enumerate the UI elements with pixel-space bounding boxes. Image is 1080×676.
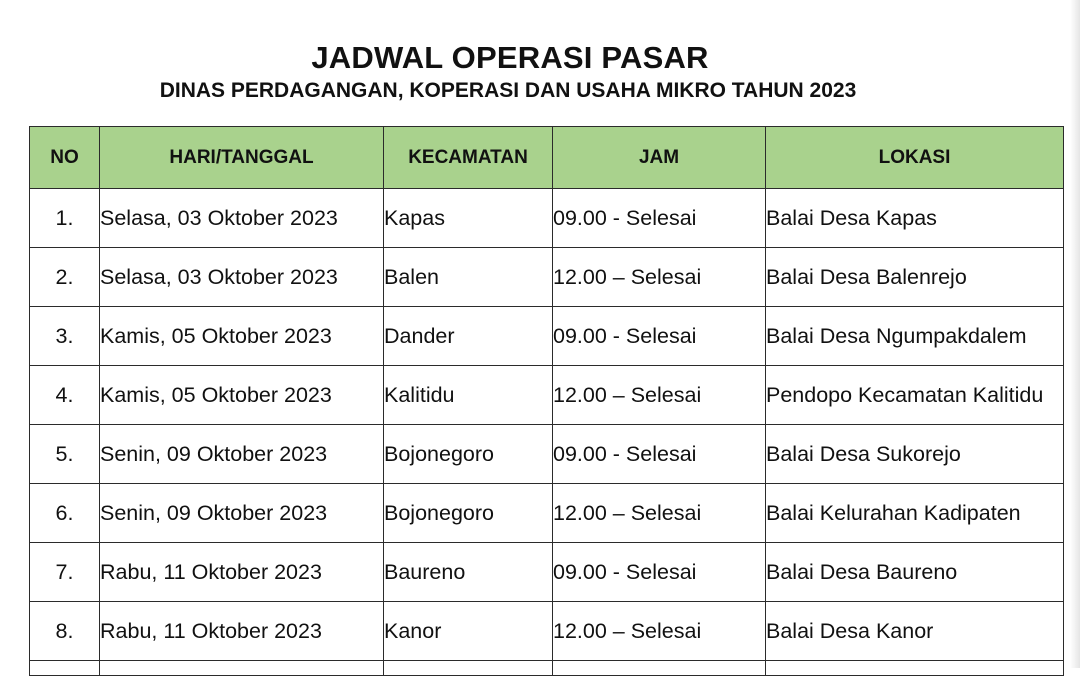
cell-no: 2. bbox=[30, 248, 100, 307]
table-row bbox=[30, 543, 1064, 602]
cell-empty bbox=[384, 661, 553, 676]
cell-empty bbox=[553, 661, 766, 676]
cell-district: Bojonegoro bbox=[384, 425, 553, 484]
cell-time: 09.00 - Selesai bbox=[553, 425, 766, 484]
header-date: HARI/TANGGAL bbox=[100, 127, 384, 189]
cell-no: 7. bbox=[30, 543, 100, 602]
cell-district: Kapas bbox=[384, 189, 553, 248]
document-subtitle: DINAS PERDAGANGAN, KOPERASI DAN USAHA MIKRO TAHUN 2023 bbox=[159, 79, 857, 102]
cell-date: Senin, 09 Oktober 2023 bbox=[100, 425, 384, 484]
header-location: LOKASI bbox=[766, 127, 1064, 189]
cell-empty bbox=[30, 661, 100, 676]
cell-time: 12.00 – Selesai bbox=[553, 602, 766, 661]
cell-date: Selasa, 03 Oktober 2023 bbox=[100, 248, 384, 307]
cell-location: Balai Desa Kanor bbox=[766, 602, 1064, 661]
header-no: NO bbox=[30, 127, 100, 189]
table-row bbox=[30, 602, 1064, 661]
cell-date: Senin, 09 Oktober 2023 bbox=[100, 484, 384, 543]
cell-date: Rabu, 11 Oktober 2023 bbox=[100, 602, 384, 661]
table-row bbox=[30, 484, 1064, 543]
cell-time: 09.00 - Selesai bbox=[553, 189, 766, 248]
cell-location: Balai Desa Sukorejo bbox=[766, 425, 1064, 484]
table-header-row bbox=[30, 127, 1064, 189]
cell-location: Balai Kelurahan Kadipaten bbox=[766, 484, 1064, 543]
header-time: JAM bbox=[553, 127, 766, 189]
cell-time: 12.00 – Selesai bbox=[553, 248, 766, 307]
cell-location: Balai Desa Balenrejo bbox=[766, 248, 1064, 307]
cell-time: 12.00 – Selesai bbox=[553, 484, 766, 543]
table-row bbox=[30, 248, 1064, 307]
table-row-cut-off bbox=[30, 661, 1064, 676]
cell-district: Kanor bbox=[384, 602, 553, 661]
cell-time: 12.00 – Selesai bbox=[553, 366, 766, 425]
cell-empty bbox=[766, 661, 1064, 676]
header-district: KECAMATAN bbox=[384, 127, 553, 189]
cell-location: Pendopo Kecamatan Kalitidu bbox=[766, 366, 1064, 425]
cell-no: 1. bbox=[30, 189, 100, 248]
cell-district: Dander bbox=[384, 307, 553, 366]
cell-date: Selasa, 03 Oktober 2023 bbox=[100, 189, 384, 248]
cell-no: 5. bbox=[30, 425, 100, 484]
cell-empty bbox=[100, 661, 384, 676]
table-row bbox=[30, 425, 1064, 484]
schedule-table bbox=[29, 126, 1064, 676]
table-row bbox=[30, 189, 1064, 248]
cell-time: 09.00 - Selesai bbox=[553, 543, 766, 602]
table-row bbox=[30, 307, 1064, 366]
cell-date: Kamis, 05 Oktober 2023 bbox=[100, 307, 384, 366]
document-title: JADWAL OPERASI PASAR bbox=[311, 40, 709, 75]
cell-no: 4. bbox=[30, 366, 100, 425]
page-edge-shadow bbox=[1070, 0, 1080, 668]
cell-district: Baureno bbox=[384, 543, 553, 602]
cell-time: 09.00 - Selesai bbox=[553, 307, 766, 366]
cell-date: Kamis, 05 Oktober 2023 bbox=[100, 366, 384, 425]
cell-district: Balen bbox=[384, 248, 553, 307]
cell-date: Rabu, 11 Oktober 2023 bbox=[100, 543, 384, 602]
cell-location: Balai Desa Kapas bbox=[766, 189, 1064, 248]
cell-location: Balai Desa Baureno bbox=[766, 543, 1064, 602]
cell-district: Bojonegoro bbox=[384, 484, 553, 543]
cell-location: Balai Desa Ngumpakdalem bbox=[766, 307, 1064, 366]
cell-no: 8. bbox=[30, 602, 100, 661]
cell-no: 3. bbox=[30, 307, 100, 366]
cell-district: Kalitidu bbox=[384, 366, 553, 425]
cell-no: 6. bbox=[30, 484, 100, 543]
table-row bbox=[30, 366, 1064, 425]
